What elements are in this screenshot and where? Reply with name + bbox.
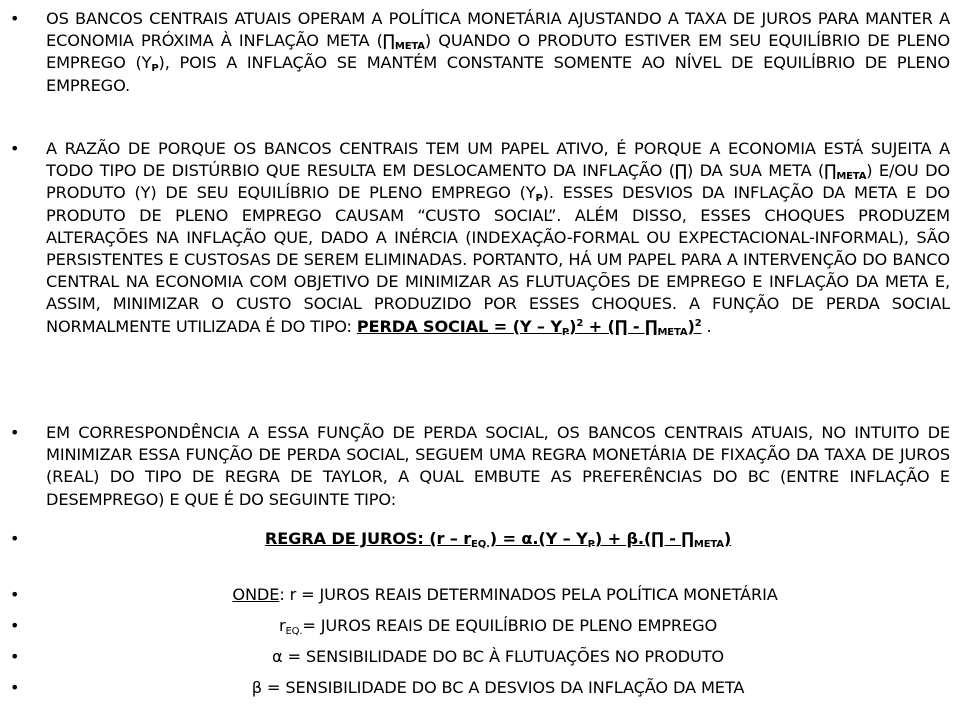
formula-part: ) [687, 316, 695, 336]
text: . [701, 316, 712, 336]
formula-part: ) [723, 529, 732, 548]
legend-beta: β = SENSIBILIDADE DO BC A DESVIOS DA INFLAÇÃO DA META [251, 678, 745, 697]
subscript: EQ. [285, 626, 303, 637]
formula-part: ) [569, 316, 577, 336]
paragraph-2 [46, 138, 950, 338]
text: ). ESSES DESVIOS DA INFLAÇÃO DA META E DO PRODUTO DE PLENO EMPREGO CAUSAM “CUSTO SOCIAL”. ALÉM DISSO, ESSES CHOQUES PRODUZEM ALTERAÇÕES NA INFLAÇÃO QUE, DADO A INÉRCIA (INDEXAÇÃO-FORMAL OU EXPECTACIONAL-INFORMAL), SÃO PERSISTENTES E CUSTOSAS DE SEREM ELIMINADAS. PORTANTO, HÁ UM PAPEL PARA A INTERVENÇÃO DO BANCO CENTRAL NA ECONOMIA COM OBJETIVO DE MINIMIZAR AS FLUTUAÇÕES DE EMPREGO E INFLAÇÃO DA META E, ASSIM, MINIMIZAR O CUSTO SOCIAL PRODUZIDO POR ESSES CHOQUES. A FUNÇÃO DE PERDA SOCIAL NORMALMENTE UTILIZADA É DO TIPO: [46, 183, 950, 336]
formula-part: + (∏ - ∏ [583, 316, 658, 336]
bullet-icon [10, 615, 22, 627]
bullet-icon [10, 422, 22, 434]
text: : r = JUROS REAIS DETERMINADOS PELA POLÍTICA MONETÁRIA [279, 585, 778, 604]
bullet-icon [10, 646, 22, 658]
bullet-icon [10, 138, 22, 150]
paragraph-3: EM CORRESPONDÊNCIA A ESSA FUNÇÃO DE PERDA SOCIAL, OS BANCOS CENTRAIS ATUAIS, NO INTUITO DE MINIMIZAR ESSA FUNÇÃO DE PERDA SOCIAL, SEGUEM UMA REGRA MONETÁRIA DE FIXAÇÃO DA TAXA DE JUROS (REAL) DO TIPO DE REGRA DE TAYLOR, A QUAL EMBUTE AS PREFERÊNCIAS DO BC (ENTRE INFLAÇÃO E DESEMPREGO) E QUE É DO SEGUINTE TIPO: [46, 423, 950, 509]
subscript: P [535, 193, 543, 205]
superscript: 2 [576, 317, 584, 329]
formula-part: ) + β.(∏ - ∏ [594, 529, 694, 548]
legend-alpha: α = SENSIBILIDADE DO BC À FLUTUAÇÕES NO PRODUTO [271, 647, 725, 666]
text: A RAZÃO DE PORQUE OS BANCOS CENTRAIS TEM UM PAPEL ATIVO, É PORQUE A ECONOMIA ESTÁ SUJEITA A TODO TIPO DE DISTÚRBIO QUE RESULTA EM DESLOCAMENTO DA INFLAÇÃO (∏) DA SUA META (∏ [46, 139, 950, 181]
text: ) QUANDO O PRODUTO ESTIVER EM SEU EQUILÍBRIO DE PLENO EMPREGO (Y [46, 31, 950, 73]
subscript: P [151, 63, 159, 75]
paragraph-1 [46, 8, 950, 97]
text: ) E/OU DO PRODUTO (Y) DE SEU EQUILÍBRIO DE PLENO EMPREGO (Y [46, 161, 950, 203]
bullet-icon [10, 584, 22, 596]
loss-function-formula [357, 317, 702, 336]
bullet-icon [10, 8, 22, 20]
subscript: META [394, 41, 425, 53]
onde-label: ONDE [232, 585, 280, 604]
bullet-icon [10, 528, 22, 540]
legend-r [60, 584, 950, 606]
formula-part: ) = α.(Y – Y [489, 529, 588, 548]
legend-req [46, 615, 950, 637]
subscript: P [561, 326, 570, 338]
text: OS BANCOS CENTRAIS ATUAIS OPERAM A POLÍTICA MONETÁRIA AJUSTANDO A TAXA DE JUROS PARA MANTER A ECONOMIA PRÓXIMA À INFLAÇÃO META (∏ [46, 9, 950, 51]
subscript: META [657, 326, 688, 338]
text: ), POIS A INFLAÇÃO SE MANTÉM CONSTANTE SOMENTE AO NÍVEL DE EQUILÍBRIO DE PLENO EMPREGO. [46, 53, 950, 95]
subscript: META [693, 539, 724, 550]
formula-part: PERDA SOCIAL = (Y – Y [356, 316, 562, 336]
bullet-icon [10, 677, 22, 689]
text: = JUROS REAIS DE EQUILÍBRIO DE PLENO EMPREGO [302, 616, 718, 635]
text: r [278, 616, 286, 635]
interest-rule-formula [46, 528, 950, 550]
subscript: EQ. [471, 539, 490, 550]
subscript: P [587, 539, 595, 550]
subscript: META [836, 171, 867, 183]
formula-part: REGRA DE JUROS: (r – r [264, 529, 472, 548]
superscript: 2 [694, 317, 702, 329]
